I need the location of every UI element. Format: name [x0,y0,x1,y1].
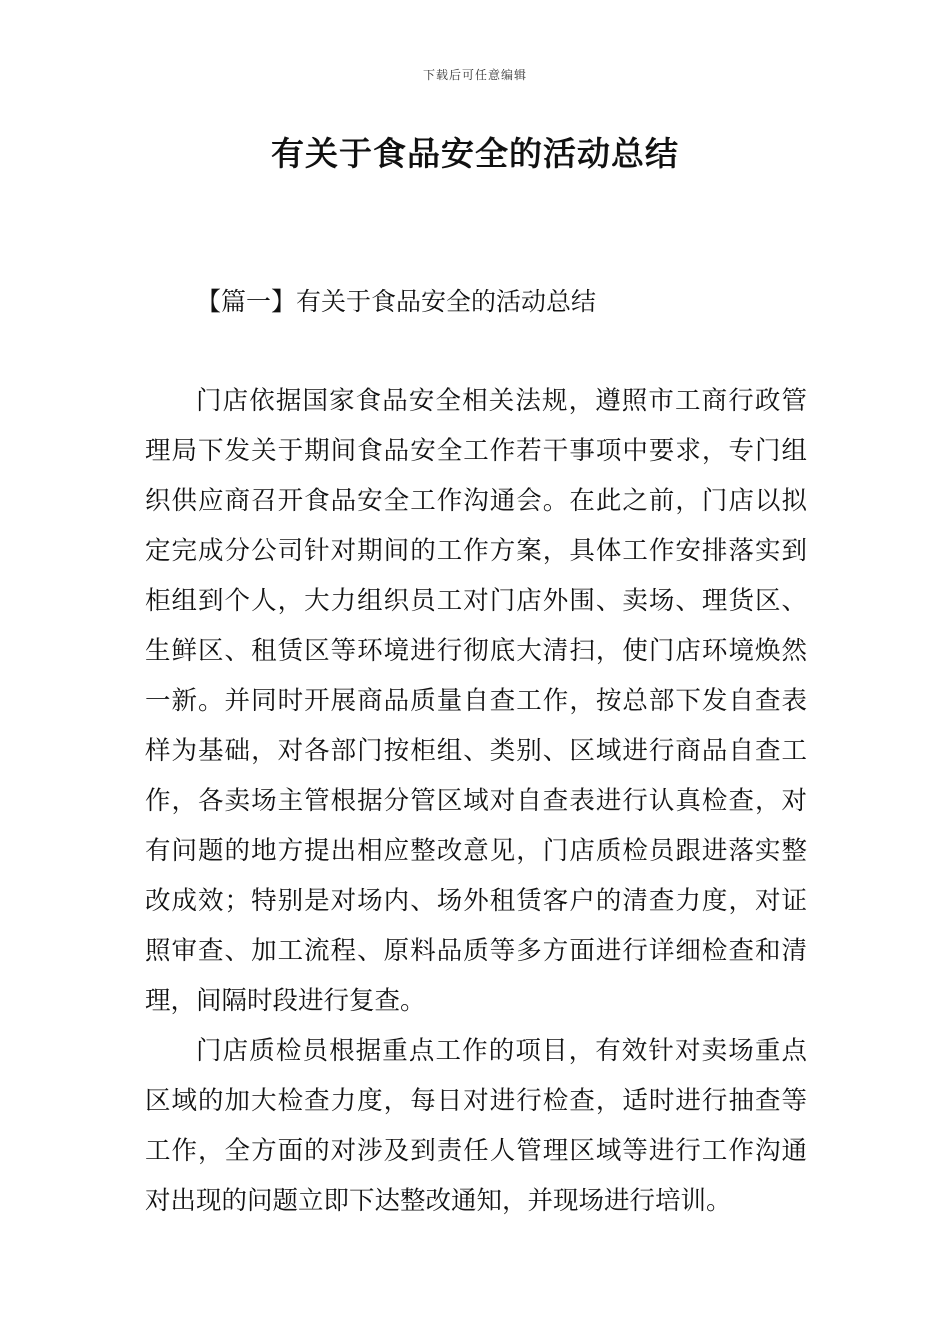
document-body [145,376,807,1226]
document-title: 有关于食品安全的活动总结 [271,134,679,173]
header-note: 下载后可任意编辑 [422,68,527,82]
paragraph-2: 门店质检员根据重点工作的项目，有效针对卖场重点区域的加大检查力度，每日对进行检查，适时进行抽查等工作，全方面的对涉及到责任人管理区域等进行工作沟通对出现的问题立即下达整改通知，并现场进行培训。 [145,1036,807,1216]
section-heading: 【篇一】有关于食品安全的活动总结 [196,287,597,316]
paragraph-1: 门店依据国家食品安全相关法规，遵照市工商行政管理局下发关于期间食品安全工作若干事项中要求，专门组织供应商召开食品安全工作沟通会。在此之前，门店以拟定完成分公司针对期间的工作方案，具体工作安排落实到柜组到个人，大力组织员工对门店外围、卖场、理货区、生鲜区、租赁区等环境进行彻底大清扫，使门店环境焕然一新。并同时开展商品质量自查工作，按总部下发自查表样为基础，对各部门按柜组、类别、区域进行商品自查工作，各卖场主管根据分管区域对自查表进行认真检查，对有问题的地方提出相应整改意见，门店质检员跟进落实整改成效；特别是对场内、场外租赁客户的清查力度，对证照审查、加工流程、原料品质等多方面进行详细检查和清理，间隔时段进行复查。 [145,386,807,1016]
